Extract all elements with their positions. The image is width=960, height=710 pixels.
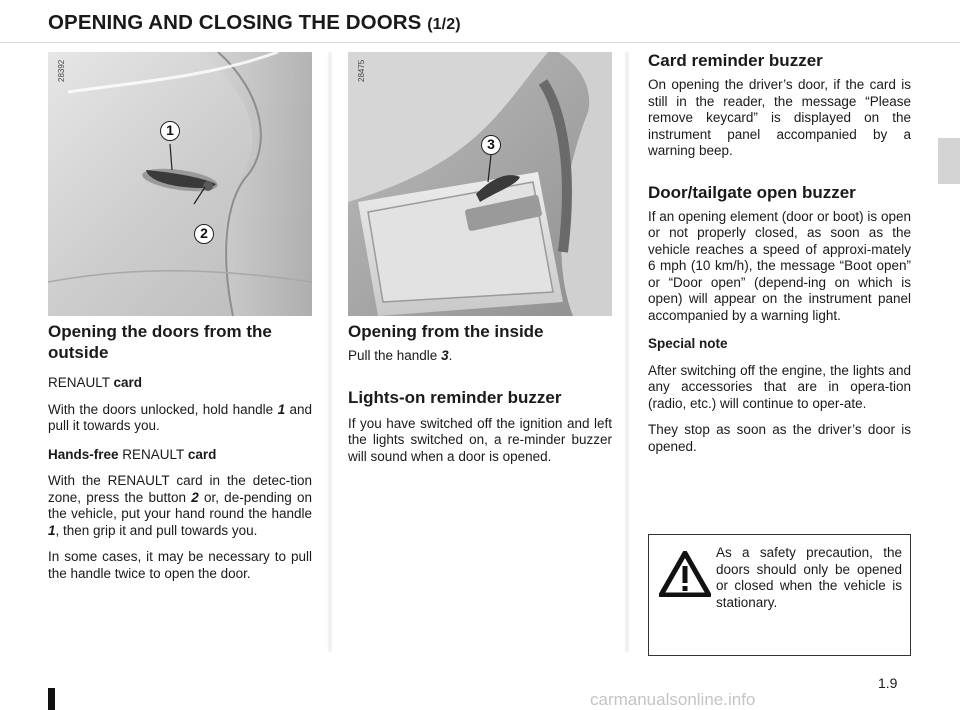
paragraph-stop: They stop as soon as the driver’s door is opened.: [648, 422, 911, 454]
section-heading-door-open: Door/tailgate open buzzer: [648, 182, 856, 202]
paragraph-card-reminder: On opening the driver’s door, if the card is still in the reader, the message “Please remove keycard” is displayed on the instrument panel accompanied by a warning beep.: [648, 77, 911, 158]
page-title-part: (1/2): [427, 16, 461, 33]
text-span: With the RENAULT card in the detec-tion zone, press the button: [48, 473, 312, 505]
interior-door-handle-photo: [348, 52, 612, 316]
interior-door-illustration: [348, 52, 612, 316]
text-span: Pull the handle: [348, 348, 438, 363]
figure-ref-number: 28392: [57, 59, 66, 82]
brand-name: RENAULT: [48, 375, 110, 390]
column-3: [648, 50, 911, 455]
handle-number: 1: [48, 522, 56, 538]
brand-name: RENAULT: [122, 446, 185, 462]
section-heading-lights: Lights-on reminder buzzer: [348, 387, 562, 407]
paragraph-special-note: After switching off the engine, the lights and any accessories that are in opera-tion (radio, etc.) will continue to oper-ate.: [648, 362, 911, 411]
paragraph-door-open: If an opening element (door or boot) is open or not properly closed, as soon as the vehicle reaches a speed of approxi-mately 6 mph (10 km/h), the message “Boot open” or “Door open” (depend-ing on which is open) will appear on the instrument panel accompanied by a warning light.: [648, 208, 911, 323]
warning-text: As a safety precaution, the doors should only be opened or closed when the vehicle is stationary.: [716, 545, 902, 610]
section-heading-outside: Opening the doors from the outside: [48, 322, 272, 362]
callout-2: 2: [194, 224, 214, 244]
handle-number: 3: [441, 348, 449, 363]
text-span: and pull it towards you.: [48, 401, 312, 433]
paragraph-unlock: [48, 402, 312, 435]
text-span: .: [448, 348, 453, 363]
column-divider: [624, 52, 630, 652]
paragraph-pull-handle: [348, 348, 612, 365]
callout-3: 3: [481, 135, 501, 155]
special-note-heading: Special note: [648, 336, 728, 351]
section-heading-inside: Opening from the inside: [348, 322, 544, 341]
watermark: carmanualsonline.info: [590, 690, 756, 709]
section-heading-card-reminder: Card reminder buzzer: [648, 51, 823, 70]
callout-1: 1: [160, 121, 180, 141]
card-label: [48, 375, 312, 392]
corner-mark: [48, 688, 55, 710]
card-word: card: [187, 446, 217, 462]
paragraph-hands-free: [48, 473, 312, 539]
column-divider: [327, 52, 333, 652]
page-title: OPENING AND CLOSING THE DOORS (1/2): [48, 11, 461, 34]
safety-warning-box: [648, 534, 911, 656]
figure-ref-number: 28475: [357, 59, 366, 82]
chapter-tab: [938, 138, 960, 184]
paragraph-pull-twice: In some cases, it may be necessary to pull the handle twice to open the door.: [48, 549, 312, 581]
hands-free-label: [48, 447, 312, 464]
paragraph-lights: If you have switched off the ignition and left the lights switched on, a re-minder buzzer will sound when a door is opened.: [348, 415, 612, 464]
handle-number: 1: [277, 401, 286, 417]
card-word: card: [113, 375, 143, 390]
exterior-door-handle-photo: [48, 52, 312, 316]
warning-triangle-icon: [659, 551, 711, 597]
text-span: , then grip it and pull towards you.: [55, 522, 258, 538]
exterior-door-illustration: [48, 52, 312, 316]
text-span: With the doors unlocked, hold handle: [48, 401, 274, 417]
hands-free-word: Hands-free: [48, 446, 119, 462]
column-1: [48, 321, 312, 582]
text-span: or, de-pending on the vehicle, put your hand round the handle: [48, 489, 312, 521]
page-number: 1.9: [878, 675, 898, 691]
header-divider: [0, 42, 960, 43]
button-number: 2: [191, 489, 199, 505]
column-2: [348, 321, 612, 465]
